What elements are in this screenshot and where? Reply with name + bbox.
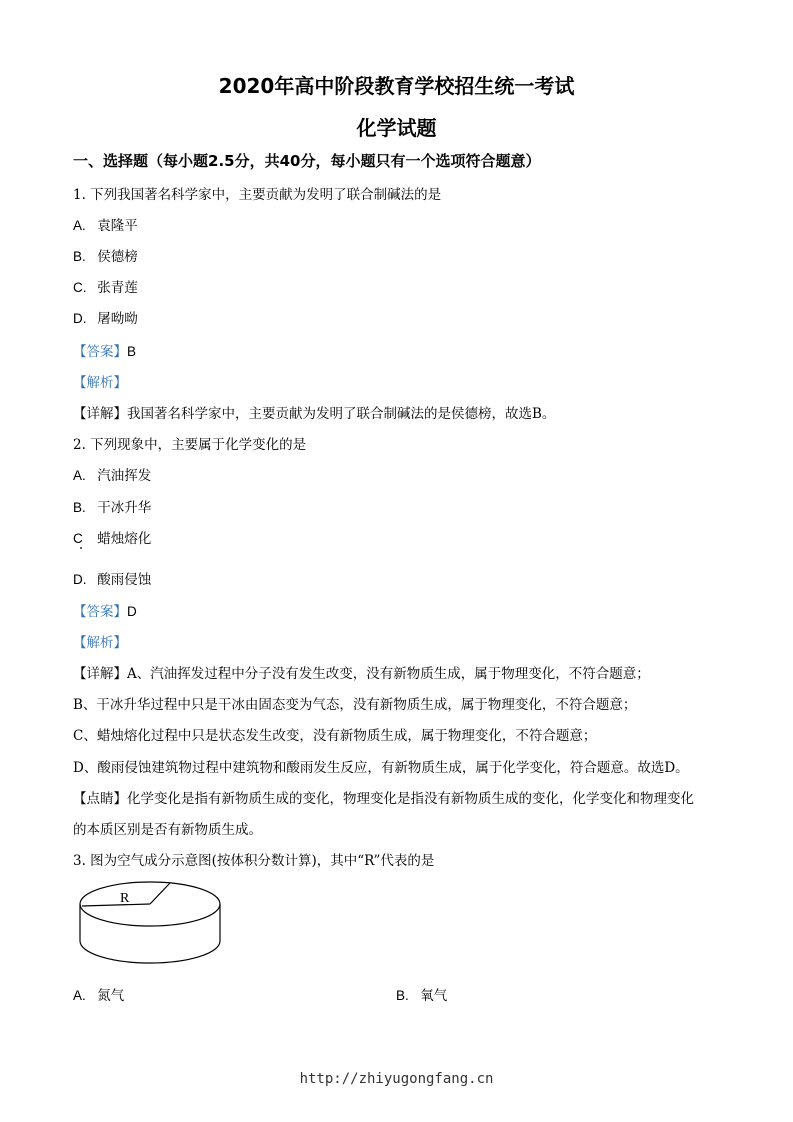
air-composition-cylinder-figure [76,878,226,968]
q2-analysis-tag: 【解析】 [73,635,127,651]
figure-label-r: R [120,891,130,906]
q1-option-c: C. 张青莲 [73,280,138,296]
stray-dot [80,547,82,549]
q1-stem: 1. 下列我国著名科学家中，主要贡献为发明了联合制碱法的是 [73,187,442,203]
q2-detail-line-4: D、酸雨侵蚀建筑物过程中建筑物和酸雨发生反应，有新物质生成，属于化学变化，符合题意。故选D。 [73,760,689,776]
q3-option-a: A. 氮气 [73,988,125,1004]
q2-stem: 2. 下列现象中，主要属于化学变化的是 [73,437,307,453]
q2-detail-line-1: 【详解】A、汽油挥发过程中分子没有发生改变，没有新物质生成，属于物理变化，不符合题意； [73,666,650,682]
q2-option-d: D. 酸雨侵蚀 [73,572,152,588]
q1-option-a: A. 袁隆平 [73,218,138,234]
q1-answer: 【答案】B [73,344,137,360]
q3-stem: 3. 图为空气成分示意图(按体积分数计算)，其中“R”代表的是 [73,853,435,869]
exam-subtitle: 化学试题 [356,116,437,140]
q2-detail-line-2: B、干冰升华过程中只是干冰由固态变为气态，没有新物质生成，属于物理变化，不符合题意； [73,697,637,713]
q2-detail-line-3: C、蜡烛熔化过程中只是状态发生改变，没有新物质生成，属于物理变化，不符合题意； [73,728,597,744]
footer-url: http://zhiyugongfang.cn [299,1071,494,1087]
q2-point-line-2: 的本质区别是否有新物质生成。 [73,822,262,838]
q1-analysis-tag: 【解析】 [73,375,127,391]
q2-option-a: A. 汽油挥发 [73,468,152,484]
q2-answer: 【答案】D [73,604,137,620]
q1-option-d: D. 屠呦呦 [73,311,138,327]
q1-option-b: B. 侯德榜 [73,249,138,265]
q1-detail: 【详解】我国著名科学家中，主要贡献为发明了联合制碱法的是侯德榜，故选B。 [73,406,556,422]
exam-title: 2020年高中阶段教育学校招生统一考试 [218,74,575,98]
q2-option-b: B. 干冰升华 [73,500,152,516]
q2-point-line-1: 【点睛】化学变化是指有新物质生成的变化，物理变化是指没有新物质生成的变化，化学变化和物理变化 [73,791,694,807]
section-heading: 一、选择题（每小题2.5分，共40分，每小题只有一个选项符合题意） [73,152,541,170]
q2-option-c: C 蜡烛熔化 [73,531,152,547]
q3-option-b: B. 氧气 [396,988,448,1004]
